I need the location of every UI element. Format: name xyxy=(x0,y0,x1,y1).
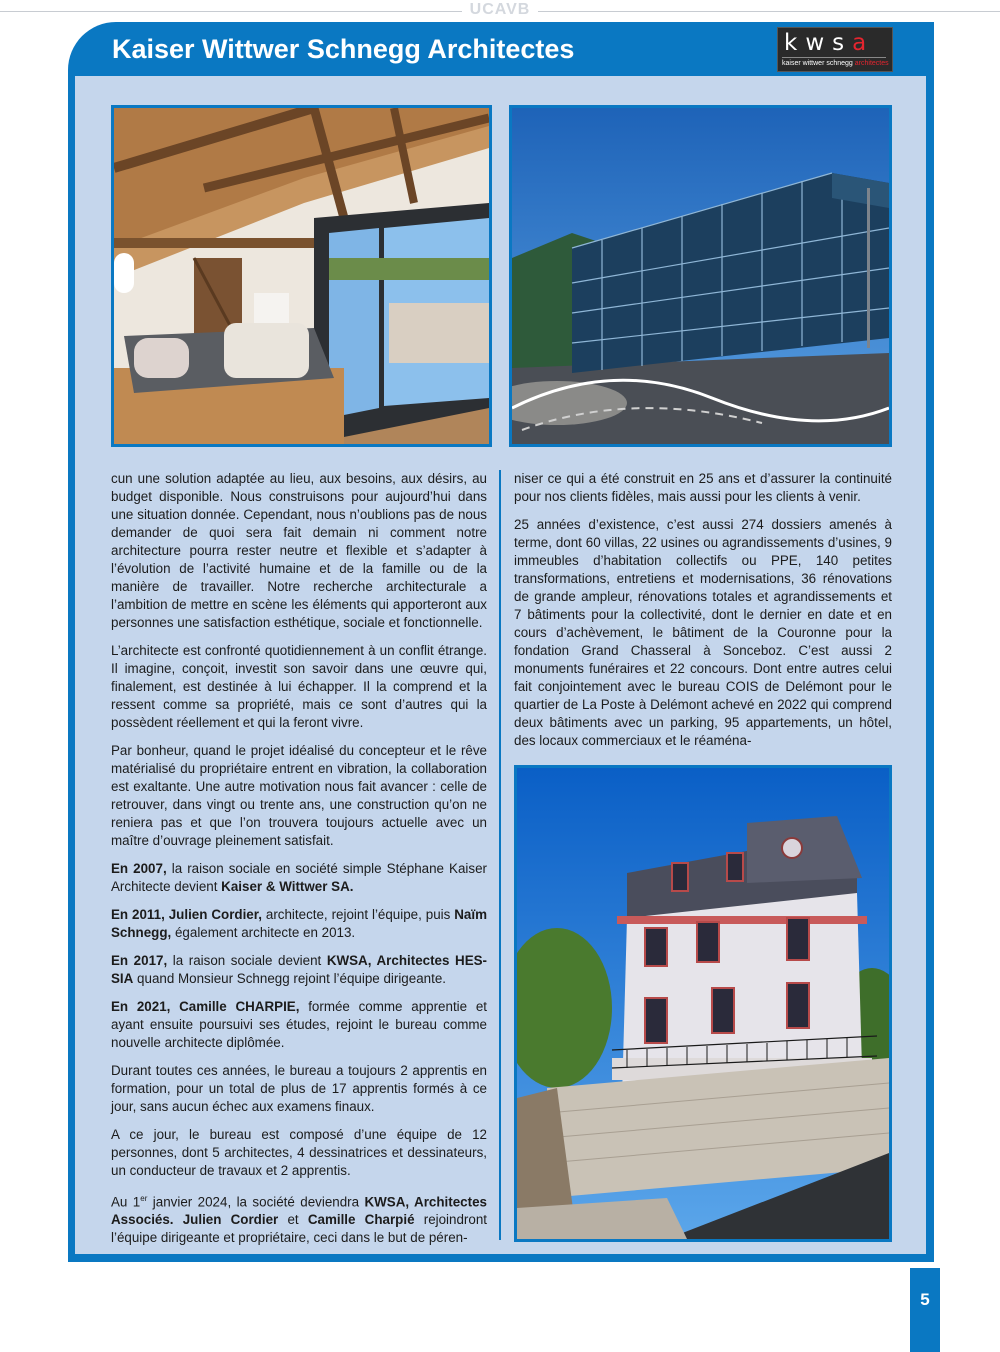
magazine-label: UCAVB xyxy=(0,0,1000,20)
logo-accent-letter: a xyxy=(852,30,875,56)
left-paragraph-6: En 2017, la raison sociale devient KWSA, Architectes HES-SIA quand Monsieur Schnegg rejoint l’équipe dirigeante. xyxy=(111,953,488,986)
left-paragraph-8: Durant toutes ces années, le bureau a toujours 2 apprentis en formation, pour un total de plus de 17 apprentis formés à ce jour, sans aucun échec aux examens finaux. xyxy=(111,1063,487,1114)
left-paragraph-5: En 2011, Julien Cordier, architecte, rejoint l’équipe, puis Naïm Schnegg, également architecte en 2013. xyxy=(111,907,488,940)
left-paragraph-1: cun une solution adaptée au lieu, aux besoins, aux désirs, au budget disponible. Nous construisons pour aujourd’hui dans une situation donnée. Cependant, nous n’oublions pas de nous demander de quoi sera fait demain ni comment notre architecture pourra rester neutre et flexible et s’adapter à l’évolution de l’activité humaine et de la famille ou de la manière de travailler. Notre recherche architecturale a l’ambition de mettre en scène les éléments qui apporteront aux personnes une satisfaction esthétique, sociale et fonctionnelle. xyxy=(111,471,487,630)
year-2007: En 2007, xyxy=(111,861,167,876)
left-paragraph-4: En 2007, la raison sociale en société simple Stéphane Kaiser Architecte devient Kaiser & Wittwer SA. xyxy=(111,861,487,894)
photo-attic-bedroom xyxy=(111,105,492,447)
right-text-column xyxy=(514,470,892,760)
right-paragraph-1: niser ce qui a été construit en 25 ans et d’assurer la continuité pour nos clients fidèles, mais aussi pour les clients à venir. xyxy=(514,471,892,504)
photo-villa xyxy=(514,765,892,1242)
year-2021: En 2021, Camille CHARPIE, xyxy=(111,999,300,1014)
right-paragraph-2: 25 années d’existence, c’est aussi 274 dossiers amenés à terme, dont 60 villas, 22 usines ou agrandissements d’usines, 9 immeubles d’habitation collectifs ou PPE, 140 petites transformations, entretiens et modernisations, 36 rénovations de grande ampleur, rénovations totales et agrandissements et 7 bâtiments pour la collectivité, dont le dernier en date et en cours d’achèvement, le bâtiment de la Couronne pour la fondation Grand Chasseral à Sonceboz. C’est aussi 2 monuments funéraires et 22 concours. Dont entre autres celui fait conjointement avec le bureau COIS de Delémont pour le quartier de La Poste à Delémont achevé en 2022 qui comprend deux bâtiments avec un parking, 95 appartements, un hôtel, des locaux commerciaux et le réaména- xyxy=(514,517,892,748)
logo-tagline-accent: architectes xyxy=(854,60,889,67)
villa-image xyxy=(517,768,889,1239)
logo-divider xyxy=(782,57,886,58)
left-paragraph-10: Au 1er janvier 2024, la société deviendra KWSA, Architectes Associés. Julien Cordier et Camille Charpié rejoindront l’équipe dirigeante et propriétaire, ceci dans le but de péren- xyxy=(111,1194,488,1246)
photo-office-building xyxy=(509,105,892,447)
year-2017: En 2017, xyxy=(111,953,168,968)
office-building-image xyxy=(512,108,889,444)
left-text-column xyxy=(111,470,487,1257)
attic-bedroom-image xyxy=(114,108,489,444)
left-paragraph-2: L’architecte est confronté quotidiennement à un conflit étrange. Il imagine, conçoit, investit son savoir dans une œuvre qui, finalement, est destinée à lui échapper. Il la comprend et la ressent comme sa propriété, mais ce sont d’autres qui la possèdent réellement et qui la feront vivre. xyxy=(111,643,487,730)
kwsa-logo xyxy=(777,27,893,72)
article-title: Kaiser Wittwer Schnegg Architectes xyxy=(112,34,575,64)
left-paragraph-3: Par bonheur, quand le projet idéalisé du concepteur et le rêve matérialisé du propriétaire entrent en vibration, la collaboration est exaltante. Une autre motivation nous fait avancer : celle de retrouver, dans vingt ou trente ans, une construction qu’on ne reniera pas et que l’on trouvera toujours actuelle avec un maître d’ouvrage pleinement satisfait. xyxy=(111,743,487,848)
logo-letters: kws xyxy=(784,30,853,56)
left-paragraph-9: A ce jour, le bureau est composé d’une équipe de 12 personnes, dont 5 architectes, 4 dessinatrices et dessinateurs, un conducteur de travaux et 2 apprentis. xyxy=(111,1127,487,1178)
left-paragraph-7: En 2021, Camille CHARPIE, formée comme apprentie et ayant ensuite poursuivi ses études, rejoint le bureau comme nouvelle architecte diplômée. xyxy=(111,999,487,1050)
year-2011: En 2011, Julien Cordier, xyxy=(111,907,262,922)
logo-tagline: kaiser wittwer schnegg xyxy=(782,60,853,67)
column-divider xyxy=(499,470,501,1240)
page-number: 5 xyxy=(910,1268,940,1352)
